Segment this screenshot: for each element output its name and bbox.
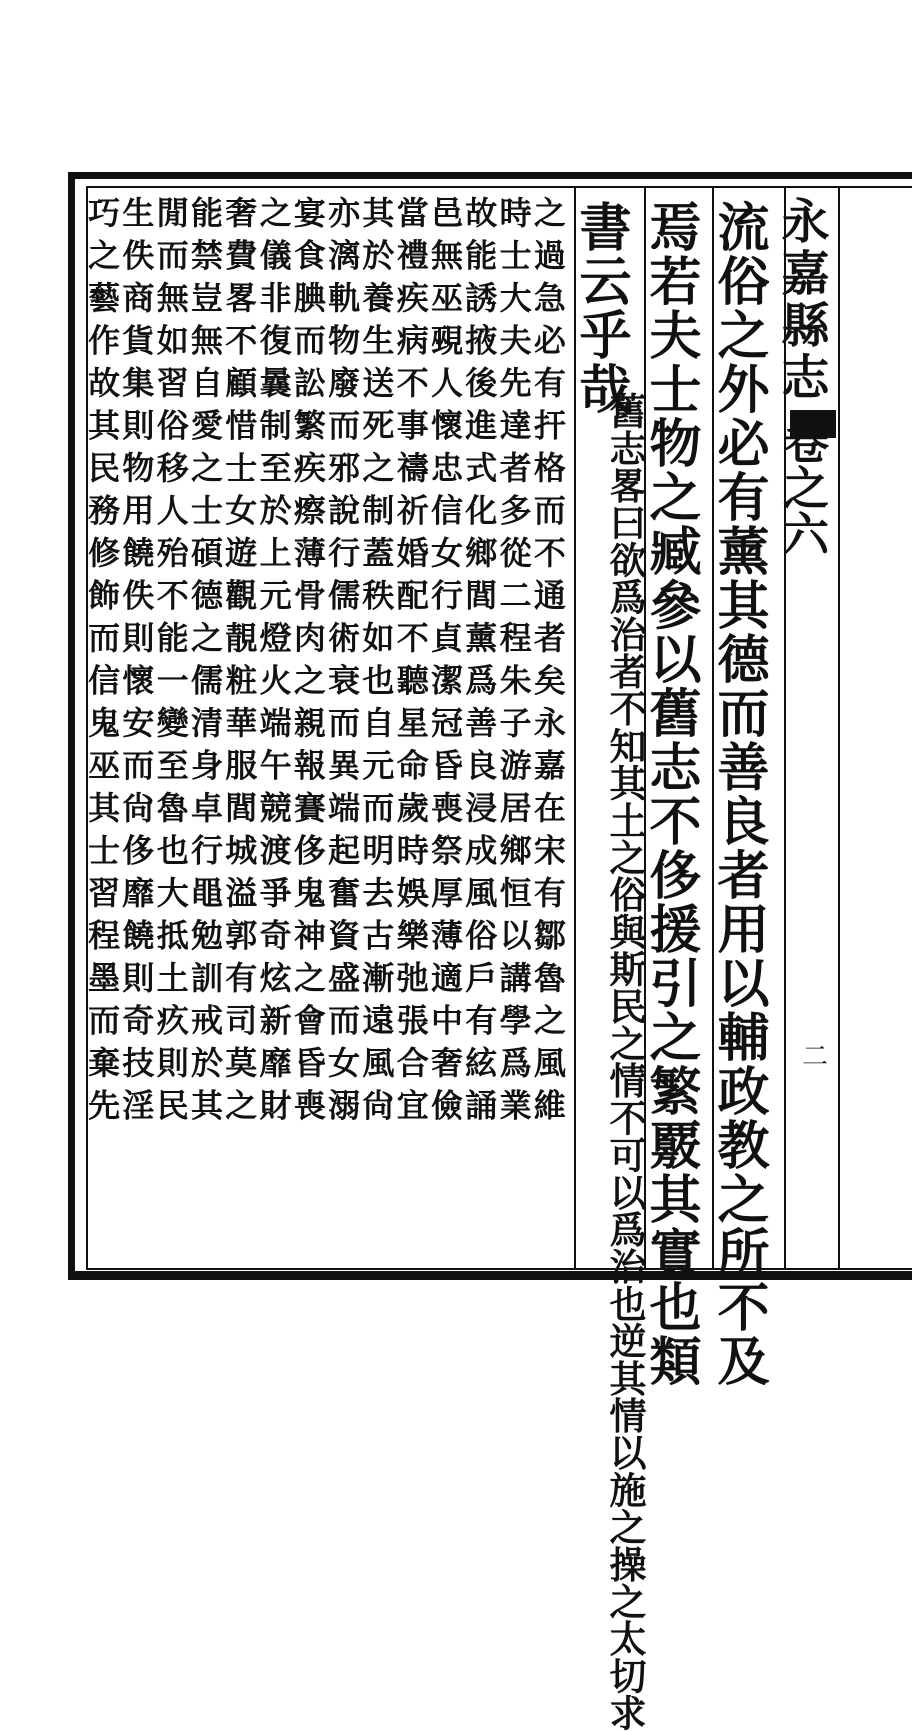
text-column-18: 巧之藝作故其民務修飾而信鬼巫其士習程墨而棄先 bbox=[83, 196, 122, 1131]
text-column-8: 邑無巫覡人懷忠信女行貞潔冠昏喪祭厚薄適中奢儉 bbox=[426, 196, 464, 1131]
text-column-12: 宴食腆而訟繁疾瘵薄骨肉之親報賽侈鬼神之會昏喪 bbox=[288, 196, 327, 1131]
book-title: 永嘉縣志 bbox=[773, 196, 829, 404]
text-column-5: 之過急必有扞格而不通者矣永嘉在宋有鄒魯之風維 bbox=[528, 196, 567, 1131]
text-column-10: 其於養生送死之制蓋秩如也自元而明去古漸遠風尙 bbox=[357, 196, 396, 1131]
text-column-2: 焉若夫士物之臧參以舊志不侈援引之繁覈其實也類 bbox=[640, 200, 701, 1388]
text-column-6: 時士大夫先達者多從二程朱子游居鄉恒以講學爲業 bbox=[494, 196, 533, 1131]
text-column-15: 能禁豈無自愛之士碩德之儒清身卓行黽勉訓戒於其 bbox=[186, 196, 224, 1131]
volume-label: 卷之六 bbox=[776, 418, 830, 556]
text-column-13: 之儀非復曩制至於上元燈火端午競渡爭奇炫新靡財 bbox=[254, 196, 293, 1131]
text-column-17: 生佚商貨集則物用饒佚則懷安而尙侈靡饒則奇技淫 bbox=[117, 196, 156, 1131]
text-column-16: 閒而無如習俗移人殆不能一變至魯也大抵土疚則民 bbox=[151, 196, 190, 1131]
text-column-9: 當禮疾病不事禱祈婚配不聽星命歲時娛樂弛張合宜 bbox=[391, 196, 430, 1131]
text-column-7: 故能誘掖後進式化鄉閭薰爲善良浸成風俗戶有絃誦 bbox=[460, 196, 499, 1131]
center-rule-inner bbox=[838, 188, 840, 1268]
text-column-3: 書云乎哉 bbox=[570, 200, 631, 416]
text-column-4: 舊志畧曰欲爲治者不知其土之俗與斯民之情不可以爲治也逆其情以施之操之太切求 bbox=[603, 392, 647, 1731]
page-number: 二 bbox=[801, 1042, 828, 1072]
text-column-1: 流俗之外必有薰其德而善良者用以輔政教之所不及 bbox=[708, 200, 769, 1388]
text-column-11: 亦漓軌物廢而邪說行儒術衰而異端起奮資盛而女溺 bbox=[323, 196, 362, 1131]
text-column-14: 奢費畧不顧惜士女遊觀靚粧華服閭城溢郭有司莫之 bbox=[220, 196, 259, 1131]
